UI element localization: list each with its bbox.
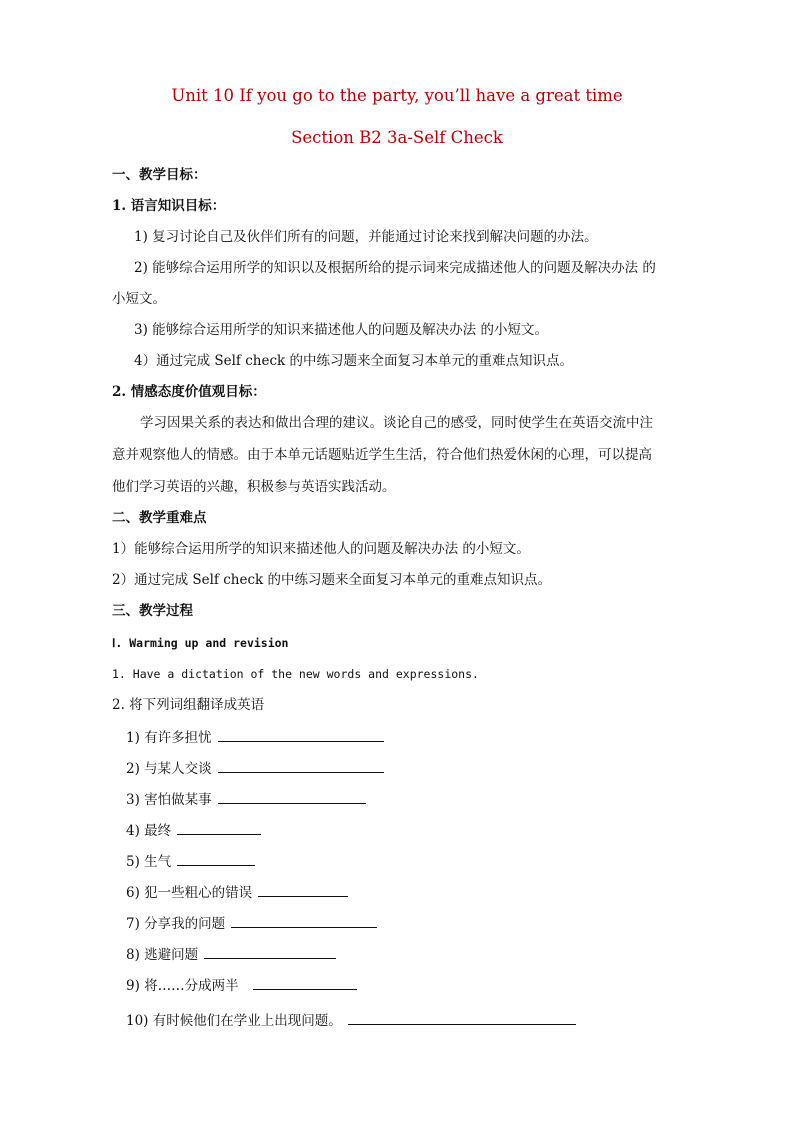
answer-blank[interactable] bbox=[348, 1010, 576, 1025]
section-heading-key-points: 二、教学重难点 bbox=[112, 510, 207, 526]
objective-item: 2) 能够综合运用所学的知识以及根据所给的提示词来完成描述他人的问题及解决办法 的 bbox=[134, 260, 656, 276]
phrase-item bbox=[126, 882, 348, 903]
phrase-text: 5) 生气 bbox=[126, 854, 172, 870]
attitude-paragraph-line: 学习因果关系的表达和做出合理的建议。谈论自己的感受，同时使学生在英语交流中注 bbox=[140, 415, 653, 431]
objective-item: 3) 能够综合运用所学的知识来描述他人的问题及解决办法 的小短文。 bbox=[134, 322, 548, 338]
phrase-text: 1) 有许多担忧 bbox=[126, 730, 212, 746]
phrase-text: 8) 逃避问题 bbox=[126, 947, 199, 963]
phrase-text: 10) 有时候他们在学业上出现问题。 bbox=[126, 1013, 342, 1029]
phrase-item bbox=[126, 944, 336, 965]
step-translate: 2. 将下列词组翻译成英语 bbox=[112, 697, 265, 713]
phrase-item bbox=[126, 727, 384, 748]
answer-blank[interactable] bbox=[204, 944, 336, 959]
attitude-paragraph-line: 他们学习英语的兴趣，积极参与英语实践活动。 bbox=[112, 479, 396, 495]
step-dictation: 1. Have a dictation of the new words and expressions. bbox=[112, 667, 479, 681]
objective-item-continued: 小短文。 bbox=[112, 291, 166, 307]
answer-blank[interactable] bbox=[177, 820, 261, 835]
objective-item: 4）通过完成 Self check 的中练习题来全面复习本单元的重难点知识点。 bbox=[134, 353, 573, 369]
answer-blank[interactable] bbox=[258, 882, 348, 897]
phrase-item bbox=[126, 789, 366, 810]
objective-item: 1) 复习讨论自己及伙伴们所有的问题，并能通过讨论来找到解决问题的办法。 bbox=[134, 229, 598, 245]
phrase-item bbox=[126, 820, 261, 841]
attitude-paragraph-line: 意并观察他人的情感。由于本单元话题贴近学生生活，符合他们热爱休闲的心理，可以提高 bbox=[112, 447, 652, 463]
phrase-text: 4) 最终 bbox=[126, 823, 172, 839]
key-point-item: 2）通过完成 Self check 的中练习题来全面复习本单元的重难点知识点。 bbox=[112, 572, 551, 588]
phrase-text: 7) 分享我的问题 bbox=[126, 916, 226, 932]
section-heading-objectives: 一、教学目标： bbox=[112, 167, 207, 183]
phrase-text: 2) 与某人交谈 bbox=[126, 761, 212, 777]
subsection-heading-language: 1. 语言知识目标： bbox=[112, 198, 226, 214]
key-point-item: 1）能够综合运用所学的知识来描述他人的问题及解决办法 的小短文。 bbox=[112, 541, 530, 557]
phrase-text: 3) 害怕做某事 bbox=[126, 792, 212, 808]
part-heading-warming-up: Ⅰ. Warming up and revision bbox=[112, 636, 289, 650]
phrase-text: 6) 犯一些粗心的错误 bbox=[126, 885, 253, 901]
phrase-item bbox=[126, 913, 377, 934]
document-subtitle: Section B2 3a-Self Check bbox=[291, 128, 503, 147]
phrase-text: 9) 将……分成两半 bbox=[126, 978, 239, 994]
answer-blank[interactable] bbox=[218, 789, 366, 804]
section-heading-process: 三、教学过程 bbox=[112, 603, 193, 619]
document-title: Unit 10 If you go to the party, you’ll have a great time bbox=[171, 86, 623, 105]
answer-blank[interactable] bbox=[218, 758, 384, 773]
phrase-item bbox=[126, 975, 357, 996]
phrase-item bbox=[126, 758, 384, 779]
subsection-heading-attitude: 2. 情感态度价值观目标： bbox=[112, 384, 266, 400]
answer-blank[interactable] bbox=[231, 913, 377, 928]
answer-blank[interactable] bbox=[253, 975, 357, 990]
phrase-item bbox=[126, 1010, 576, 1031]
phrase-item bbox=[126, 851, 255, 872]
answer-blank[interactable] bbox=[177, 851, 255, 866]
answer-blank[interactable] bbox=[218, 727, 384, 742]
